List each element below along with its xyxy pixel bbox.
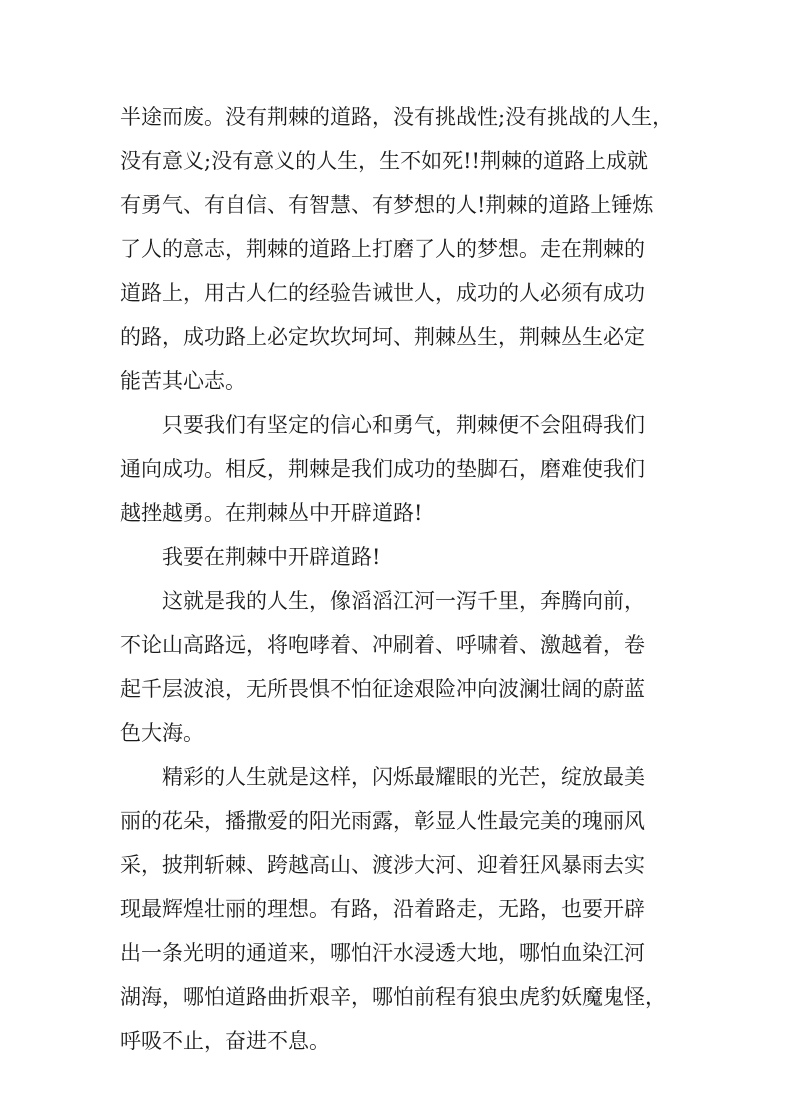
text-line: 湖海，哪怕道路曲折艰辛，哪怕前程有狼虫虎豹妖魔鬼怪，: [120, 985, 666, 1009]
text-line: 了人的意志，荆棘的道路上打磨了人的梦想。走在荆棘的: [120, 237, 645, 261]
text-line: 没有意义;没有意义的人生，生不如死!!荆棘的道路上成就: [120, 149, 648, 173]
paragraph-start-line: 只要我们有坚定的信心和勇气，荆棘便不会阻碍我们: [162, 413, 645, 437]
text-line: 的路，成功路上必定坎坎坷坷、荆棘丛生，荆棘丛生必定: [120, 325, 645, 349]
text-line: 出一条光明的通道来，哪怕汗水浸透大地，哪怕血染江河: [120, 941, 645, 965]
text-line: 采，披荆斩棘、跨越高山、渡涉大河、迎着狂风暴雨去实: [120, 853, 645, 877]
text-line: 通向成功。相反，荆棘是我们成功的垫脚石，磨难使我们: [120, 457, 645, 481]
paragraph-start-line: 精彩的人生就是这样，闪烁最耀眼的光芒，绽放最美: [162, 765, 645, 789]
text-line: 起千层波浪，无所畏惧不怕征途艰险冲向波澜壮阔的蔚蓝: [120, 677, 645, 701]
text-line: 现最辉煌壮丽的理想。有路，沿着路走，无路，也要开辟: [120, 897, 645, 921]
paragraph-start-line: 我要在荆棘中开辟道路!: [162, 545, 381, 569]
text-line: 有勇气、有自信、有智慧、有梦想的人!荆棘的道路上锤炼: [120, 193, 654, 217]
text-line: 越挫越勇。在荆棘丛中开辟道路!: [120, 501, 423, 525]
text-line: 色大海。: [120, 721, 204, 745]
text-line: 不论山高路远，将咆哮着、冲刷着、呼啸着、激越着，卷: [120, 633, 645, 657]
paragraph-start-line: 这就是我的人生，像滔滔江河一泻千里，奔腾向前，: [162, 589, 645, 613]
text-line: 呼吸不止，奋进不息。: [120, 1029, 330, 1053]
text-line: 道路上，用古人仁的经验告诫世人，成功的人必须有成功: [120, 281, 645, 305]
text-line: 丽的花朵，播撒爱的阳光雨露，彰显人性最完美的瑰丽风: [120, 809, 645, 833]
text-line: 能苦其心志。: [120, 369, 246, 393]
text-line: 半途而废。没有荆棘的道路，没有挑战性;没有挑战的人生，: [120, 105, 674, 129]
